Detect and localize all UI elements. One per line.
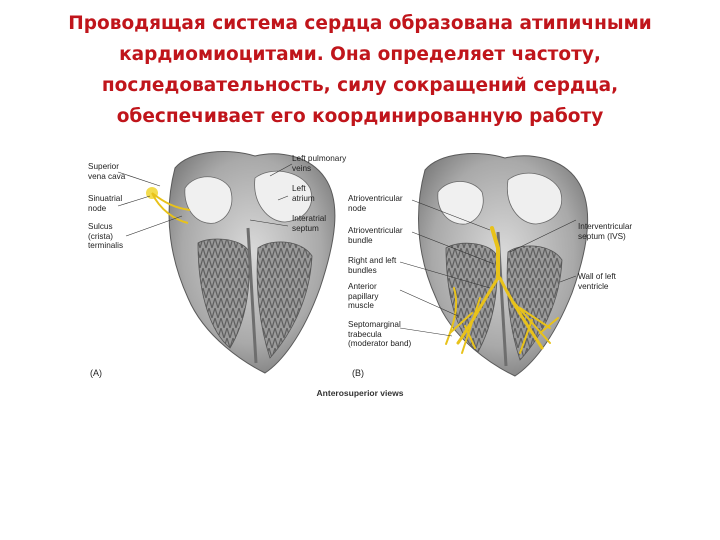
- label-interventricular-septum: Interventricular septum (IVS): [578, 222, 633, 241]
- label-interatrial-septum: Interatrial septum: [292, 214, 327, 233]
- heart-conduction-figure: [80, 148, 640, 408]
- panel-a-tag: (A): [90, 368, 102, 378]
- figure-caption: Anterosuperior views: [316, 388, 404, 398]
- title-line-1: Проводящая система сердца образована атипичными: [68, 13, 652, 34]
- label-av-node: Atrioventricular node: [348, 194, 403, 213]
- label-sinuatrial-node: Sinuatrial node: [88, 194, 123, 213]
- title-line-2: кардиомиоцитами. Она определяет частоту,: [119, 44, 601, 65]
- label-left-pulmonary-veins: Left pulmonary veins: [292, 154, 347, 173]
- label-superior-vena-cava: Superior vena cava: [88, 162, 126, 181]
- label-sulcus-terminalis: Sulcus (crista) terminalis: [88, 222, 124, 250]
- label-anterior-papillary-muscle: Anterior papillary muscle: [348, 282, 379, 310]
- label-wall-left-ventricle: Wall of left ventricle: [578, 272, 616, 291]
- label-left-atrium: Left atrium: [292, 184, 315, 203]
- panel-b-tag: (B): [352, 368, 364, 378]
- heart-b: [419, 154, 588, 376]
- label-av-bundle: Atrioventricular bundle: [348, 226, 403, 245]
- title-line-4: обеспечивает его координированную работу: [116, 106, 604, 127]
- title-line-3: последовательность, силу сокращений сердца,: [101, 75, 619, 96]
- label-bundles: Right and left bundles: [348, 256, 397, 275]
- slide-title: [40, 8, 680, 132]
- label-septomarginal-trabecula: Septomarginal trabecula (moderator band): [348, 320, 412, 348]
